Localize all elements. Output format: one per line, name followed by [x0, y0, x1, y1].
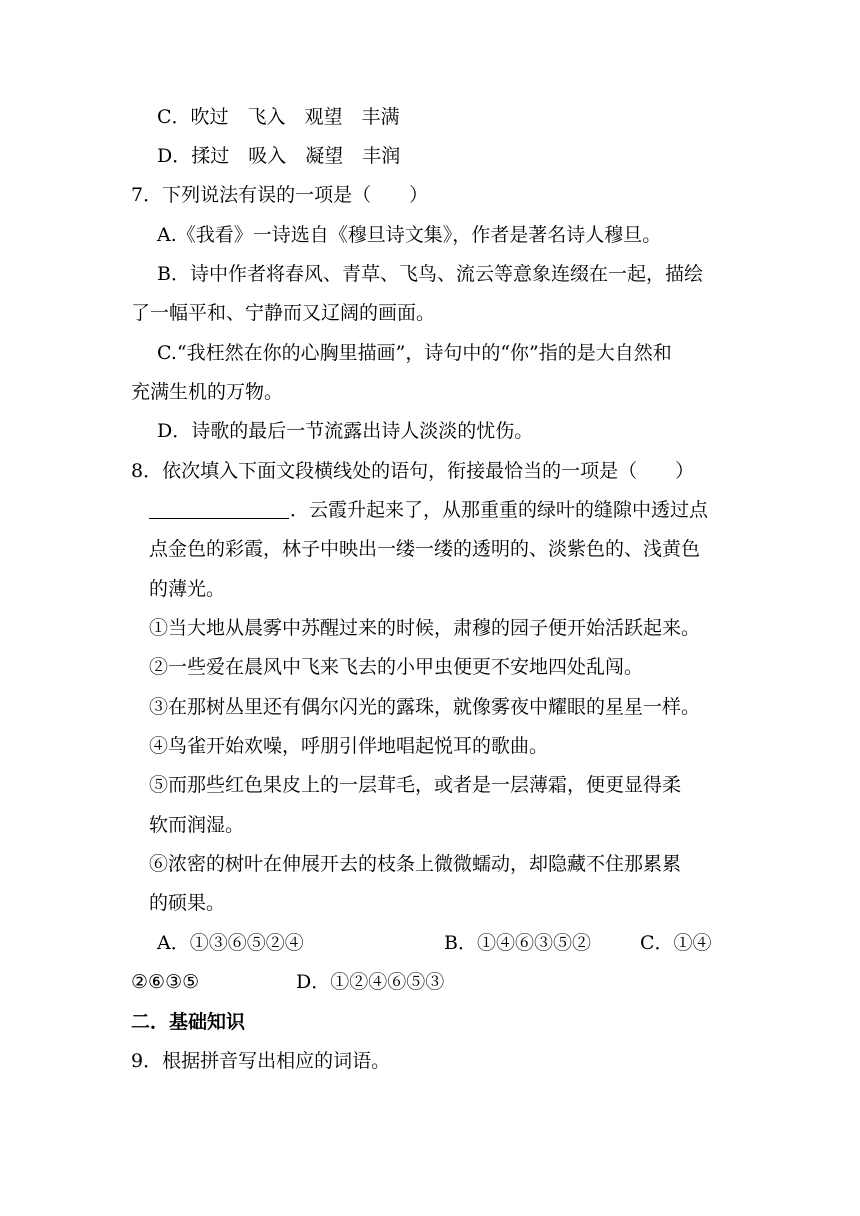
q8-sentence-6-line2: 的硕果。	[149, 892, 226, 914]
q8-sentence-4: ④鸟雀开始欢噪，呼朋引伴地唱起悦耳的歌曲。	[149, 735, 549, 757]
section-heading: 二．基础知识	[131, 1011, 246, 1033]
q8-option-c-part2: ②⑥③⑤	[131, 971, 200, 993]
q8-sentence-5-line1: ⑤而那些红色果皮上的一层茸毛，或者是一层薄霜，便更显得柔	[149, 774, 682, 796]
q8-sentence-5-line2: 软而润湿。	[149, 814, 245, 836]
q8-sentence-3: ③在那树丛里还有偶尔闪光的露珠，就像雾夜中耀眼的星星一样。	[149, 696, 701, 718]
q8-option-d: D．①②④⑥⑤③	[296, 971, 445, 993]
q6-option-d: D．揉过 吸入 凝望 丰润	[157, 145, 401, 167]
q6-option-c: C．吹过 飞入 观望 丰满	[157, 106, 400, 128]
q7-option-c-line1: C.“我枉然在你的心胸里描画”，诗句中的“你”指的是大自然和	[157, 342, 672, 364]
q7-option-c-line2: 充满生机的万物。	[131, 381, 284, 403]
q7-option-d: D．诗歌的最后一节流露出诗人淡淡的忧伤。	[157, 420, 534, 442]
q8-passage-line3: 的薄光。	[149, 578, 226, 600]
q8-option-c-part1: C．①④	[640, 932, 712, 954]
q7-stem: 7．下列说法有误的一项是（ ）	[131, 184, 429, 206]
q8-option-b: B．①④⑥③⑤②	[444, 932, 591, 954]
q9-stem: 9．根据拼音写出相应的词语。	[131, 1050, 391, 1072]
q7-option-b-line1: B．诗中作者将春风、青草、飞鸟、流云等意象连缀在一起，描绘	[157, 263, 703, 285]
q8-passage-line2: 点金色的彩霞，林子中映出一缕一缕的透明的、淡紫色的、浅黄色	[149, 538, 701, 560]
q7-option-b-line2: 了一幅平和、宁静而又辽阔的画面。	[131, 302, 436, 324]
q8-stem: 8．依次填入下面文段横线处的语句，衔接最恰当的一项是（ ）	[131, 460, 695, 482]
q7-option-a: A.《我看》一诗选自《穆旦诗文集》，作者是著名诗人穆旦。	[157, 224, 662, 246]
q8-passage-line1: ．云霞升起来了，从那重重的绿叶的缝隙中透过点	[290, 499, 709, 521]
q8-fill-blank	[149, 518, 289, 519]
q8-sentence-2: ②一些爱在晨风中飞来飞去的小甲虫便更不安地四处乱闯。	[149, 656, 644, 678]
q8-sentence-1: ①当大地从晨雾中苏醒过来的时候，肃穆的园子便开始活跃起来。	[149, 617, 701, 639]
q8-option-a: A．①③⑥⑤②④	[157, 932, 304, 954]
q8-sentence-6-line1: ⑥浓密的树叶在伸展开去的枝条上微微蠕动，却隐藏不住那累累	[149, 853, 682, 875]
